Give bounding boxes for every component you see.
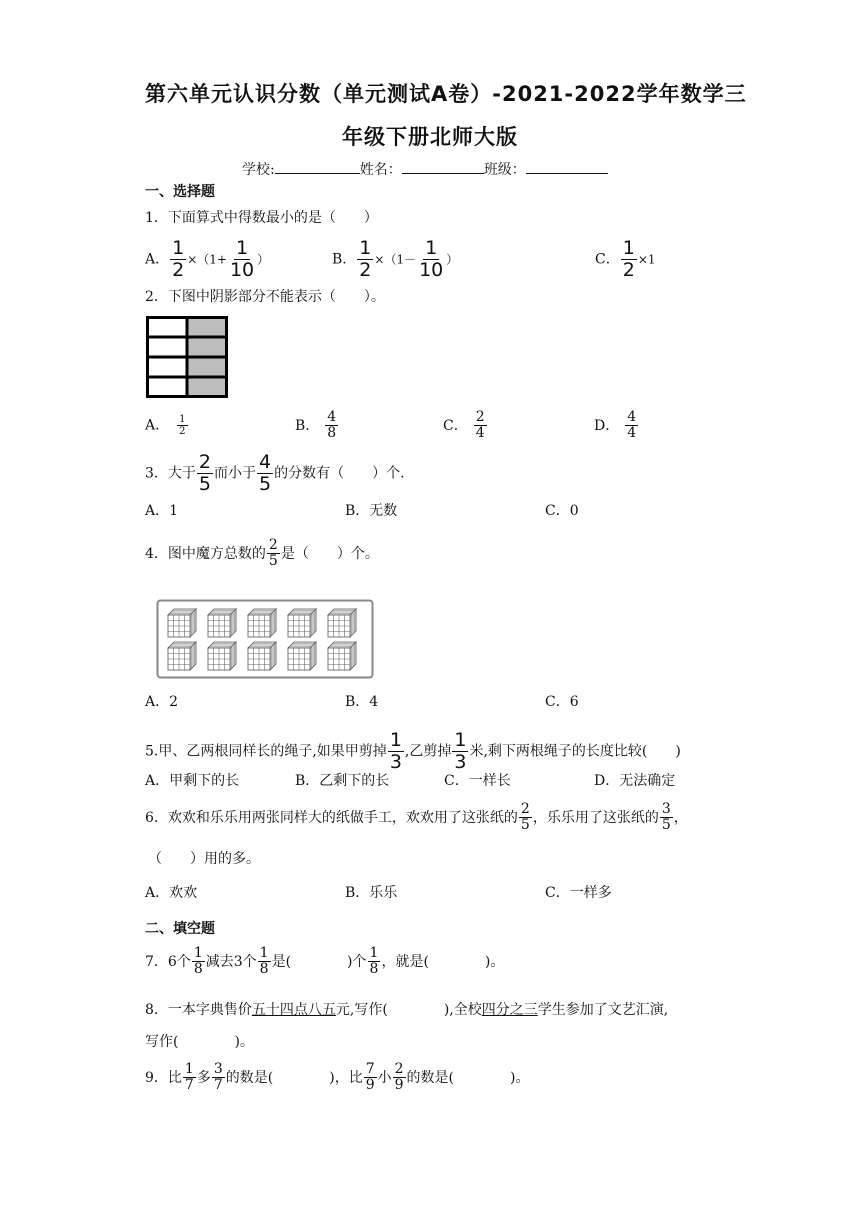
question-7: 7．6个 $\frac{1}{8}$ 减去3个 $\frac{1}{8}$ 是( )个 $\frac{1}{8}$ ，就是( )。 [145,945,505,978]
q3-option-b[interactable]: B．无数 [345,503,398,519]
q2-option-b[interactable]: B． $\frac{4}{8}$ [295,409,337,442]
question-6-line2: （ ）用的多。 [148,851,260,867]
q3-option-c[interactable]: C．0 [545,503,579,519]
question-5-stem: 5.甲、乙两根同样长的绳子,如果甲剪掉 $\frac{1}{3}$ ,乙剪掉 $\frac{1}{3}$ 米,剩下两根绳子的长度比较( ) [145,729,681,773]
rubiks-cubes-figure [156,599,374,679]
question-1-stem: 1．下面算式中得数最小的是（ ） [145,210,378,226]
rubiks-cube-icon [248,609,276,637]
q3-option-a[interactable]: A．1 [145,503,179,519]
q1-option-c[interactable]: C． $\frac{1}{2}$ ×1 [595,237,656,281]
name-label: 姓名： [359,162,402,178]
q5-option-b[interactable]: B．乙剩下的长 [295,773,390,789]
q6-option-b[interactable]: B．乐乐 [345,885,398,901]
rubiks-cube-icon [168,609,196,637]
q2-option-d[interactable]: D． $\frac{4}{4}$ [594,409,637,442]
q4-option-c[interactable]: C．6 [545,694,579,710]
shaded-grid-figure [146,316,228,398]
q1-option-a[interactable]: A． $\frac{1}{2}$ ×（1+ $\frac{1}{10}$ ） [145,237,270,281]
page-title-line2: 年级下册北师大版 [342,125,518,149]
q6-option-a[interactable]: A．欢欢 [145,885,198,901]
q1-option-b[interactable]: B． $\frac{1}{2}$ ×（1－ $\frac{1}{10}$ ） [332,237,459,281]
student-info [242,159,608,179]
rubiks-cube-icon [288,642,316,670]
q2-option-c[interactable]: C． $\frac{2}{4}$ [443,409,485,442]
section-heading-fill: 二、填空题 [145,921,215,937]
school-label: 学校: [242,162,275,178]
class-label: 班级： [483,162,526,178]
q4-option-a[interactable]: A．2 [145,694,179,710]
rubiks-cube-icon [328,642,356,670]
rubiks-cube-icon [288,609,316,637]
rubiks-cube-icon [168,642,196,670]
rubiks-cube-icon [248,642,276,670]
school-field[interactable] [275,159,360,174]
question-2-stem: 2．下图中阴影部分不能表示（ ）。 [145,289,385,305]
section-heading-choice: 一、选择题 [145,184,215,200]
q5-option-c[interactable]: C．一样长 [444,773,511,789]
q5-option-a[interactable]: A．甲剩下的长 [145,773,240,789]
question-8: 8．一本字典售价五十四点八五元,写作( ),全校四分之三学生参加了文艺汇演, [145,1002,669,1018]
question-8-line2: 写作( )。 [145,1034,254,1050]
question-3-stem: 3．大于 $\frac{2}{5}$ 而小于 $\frac{4}{5}$ 的分数有（ ）个. [145,451,405,495]
rubiks-cube-icon [208,642,236,670]
question-9: 9．比 $\frac{1}{7}$ 多 $\frac{3}{7}$ 的数是( )，比 $\frac{7}{9}$ 小 $\frac{2}{9}$ 的数是( )。 [145,1061,530,1094]
rubiks-cube-icon [208,609,236,637]
q6-option-c[interactable]: C．一样多 [545,885,612,901]
name-field[interactable] [402,159,484,174]
rubiks-cube-icon [328,609,356,637]
q4-option-b[interactable]: B．4 [345,694,379,710]
q5-option-d[interactable]: D．无法确定 [594,773,676,789]
question-6-stem: 6．欢欢和乐乐用两张同样大的纸做手工，欢欢用了这张纸的 $\frac{2}{5}$ ，乐乐用了这张纸的 $\frac{3}{5}$ ， [145,801,688,834]
page-title: 第六单元认识分数（单元测试A卷）-2021-2022学年数学三 [145,82,747,106]
q2-option-a[interactable]: A． $\frac{1}{2}$ [145,414,186,437]
class-field[interactable] [526,159,608,174]
question-4-stem: 4．图中魔方总数的 $\frac{2}{5}$ 是（ ）个。 [145,537,379,570]
